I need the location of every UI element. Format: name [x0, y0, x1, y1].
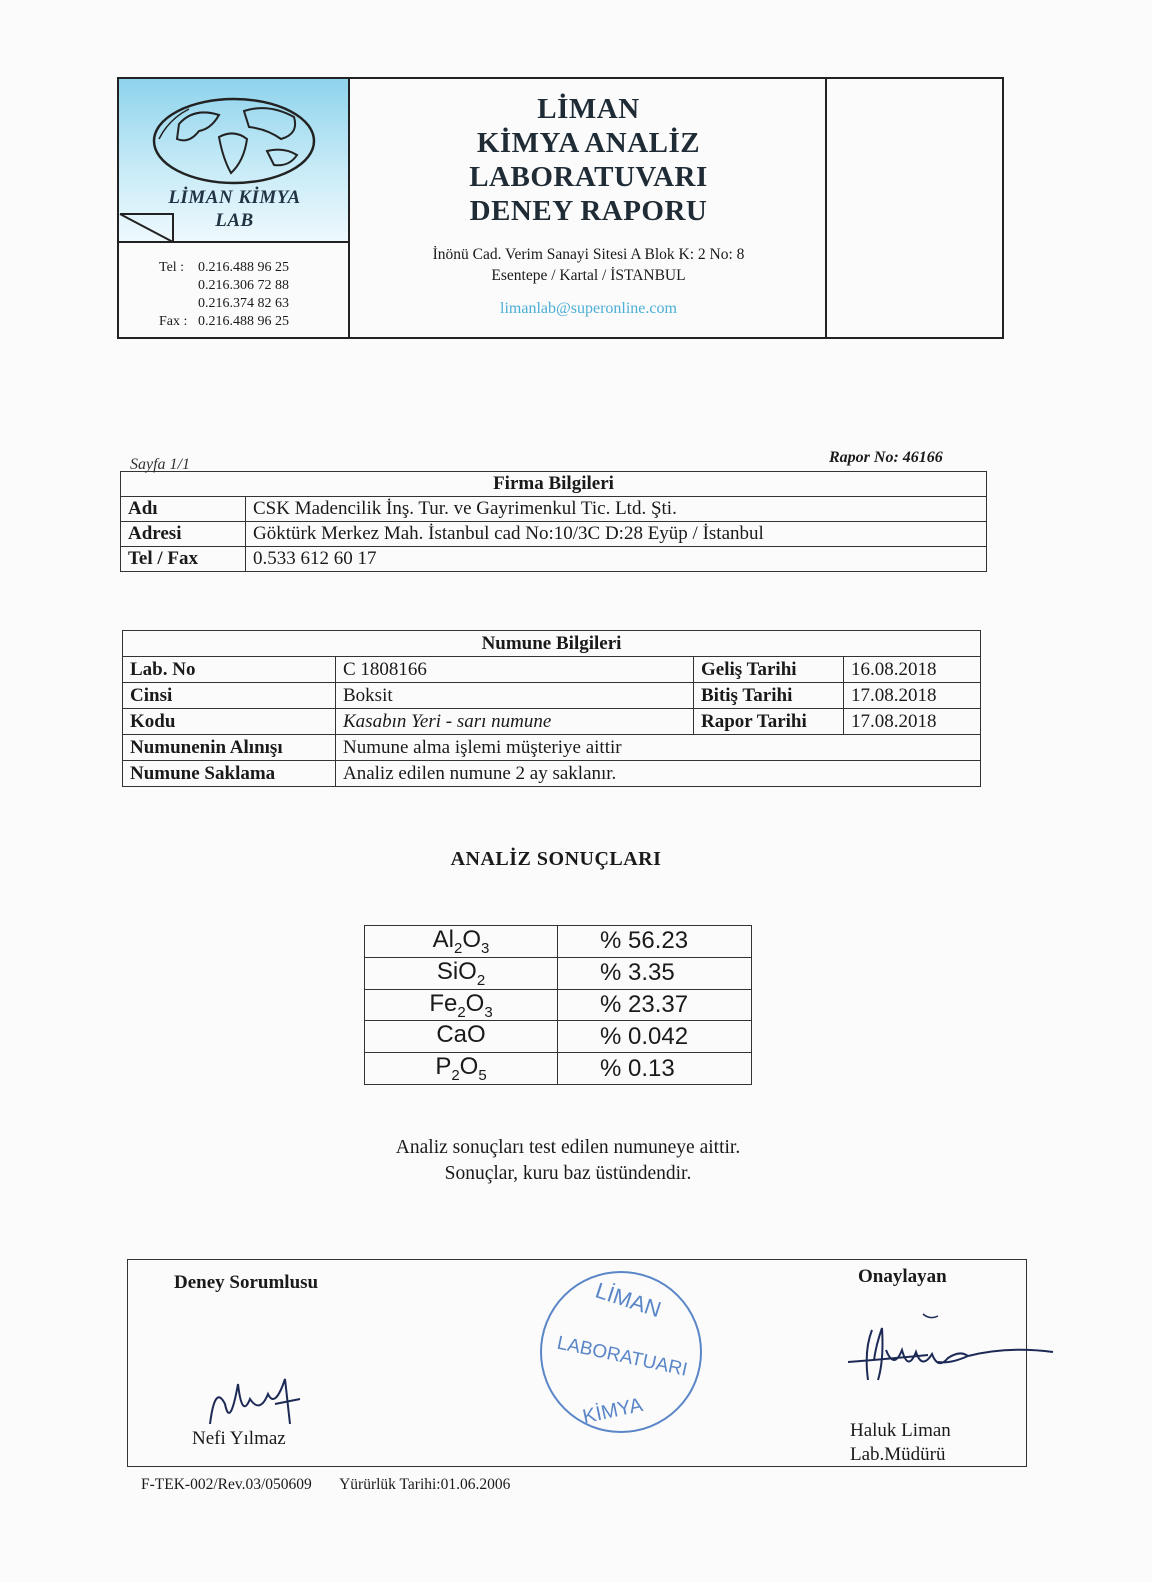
address-line-2: Esentepe / Kartal / İSTANBUL	[491, 267, 686, 284]
company-address-label: Adresi	[121, 522, 246, 547]
table-row	[121, 522, 987, 547]
tel-label: Tel :	[159, 260, 185, 275]
svg-text:LİMAN: LİMAN	[592, 1277, 665, 1323]
company-name-value: CSK Madencilik İnş. Tur. ve Gayrimenkul Tic. Ltd. Şti.	[246, 497, 987, 522]
report-date-label: Rapor Tarihi	[694, 709, 844, 735]
result-value: % 56.23	[558, 926, 752, 958]
table-row	[121, 547, 987, 572]
compound-cell: CaO	[365, 1021, 558, 1053]
storage-value: Analiz edilen numune 2 ay saklanır.	[336, 761, 981, 787]
end-date-value: 17.08.2018	[844, 683, 981, 709]
fax-number: 0.216.488 96 25	[198, 314, 289, 329]
company-phone-label: Tel / Fax	[121, 547, 246, 572]
sample-type-value: Boksit	[336, 683, 694, 709]
compound-cell: SiO$_2$	[365, 957, 558, 989]
sample-code-value: Kasabın Yeri - sarı numune	[336, 709, 694, 735]
compound-cell: $Fe_2O_3$	[365, 989, 558, 1021]
title-line-2: KİMYA ANALİZ	[476, 127, 701, 159]
analysis-results-table	[364, 925, 752, 1085]
title-line-1: LİMAN	[537, 93, 640, 125]
contact-phones	[119, 243, 350, 339]
report-header	[117, 77, 1004, 339]
tel-number-1: 0.216.488 96 25	[198, 260, 289, 275]
email-link[interactable]: limanlab@superonline.com	[500, 300, 677, 317]
table-row	[121, 497, 987, 522]
approver-title: Onaylayan	[858, 1266, 947, 1287]
arrival-date-value: 16.08.2018	[844, 657, 981, 683]
storage-label: Numune Saklama	[123, 761, 336, 787]
tester-title: Deney Sorumlusu	[174, 1272, 319, 1293]
report-date-value: 17.08.2018	[844, 709, 981, 735]
compound-cell: $Al_2O_3$	[365, 926, 558, 958]
svg-text:KİMYA: KİMYA	[580, 1394, 645, 1429]
svg-text:LABORATUARI: LABORATUARI	[555, 1332, 690, 1381]
lab-no-value: C 1808166	[336, 657, 694, 683]
company-phone-value: 0.533 612 60 17	[246, 547, 987, 572]
company-address-value: Göktürk Merkez Mah. İstanbul cad No:10/3C D:28 Eyüp / İstanbul	[246, 522, 987, 547]
title-line-4: DENEY RAPORU	[469, 195, 708, 227]
logo-corner-mark	[119, 213, 175, 243]
analysis-note-2: Sonuçlar, kuru baz üstündendir.	[444, 1163, 692, 1184]
logo-subname: LAB	[215, 210, 254, 231]
tester-name: Nefi Yılmaz	[192, 1428, 286, 1449]
company-info-table	[120, 471, 987, 572]
lab-no-label: Lab. No	[123, 657, 336, 683]
approver-role: Lab.Müdürü	[850, 1444, 946, 1465]
table-row	[123, 683, 981, 709]
table-row	[365, 1021, 752, 1053]
table-row	[123, 657, 981, 683]
logo-name: LİMAN KİMYA	[168, 187, 301, 208]
lab-stamp	[536, 1267, 706, 1437]
table-row	[365, 989, 752, 1021]
sample-info-title: Numune Bilgileri	[123, 631, 981, 657]
tel-number-3: 0.216.374 82 63	[198, 296, 289, 311]
sample-type-label: Cinsi	[123, 683, 336, 709]
title-line-3: LABORATUVARI	[469, 161, 708, 193]
sampling-value: Numune alma işlemi müşteriye aittir	[336, 735, 981, 761]
sample-info-table	[122, 630, 981, 787]
table-row	[123, 709, 981, 735]
company-info-title: Firma Bilgileri	[121, 472, 987, 497]
analysis-note-1: Analiz sonuçları test edilen numuneye aittir.	[395, 1137, 741, 1158]
table-row	[365, 1053, 752, 1085]
table-row	[365, 926, 752, 958]
result-value: % 0.042	[558, 1021, 752, 1053]
result-value: % 0.13	[558, 1053, 752, 1085]
end-date-label: Bitiş Tarihi	[694, 683, 844, 709]
sample-code-label: Kodu	[123, 709, 336, 735]
tel-number-2: 0.216.306 72 88	[198, 278, 289, 293]
table-row	[365, 957, 752, 989]
table-row	[123, 761, 981, 787]
approver-signature	[838, 1310, 1058, 1400]
result-value: % 3.35	[558, 957, 752, 989]
globe-icon	[149, 89, 319, 189]
signature-box	[127, 1259, 1027, 1467]
validity-date: Yürürlük Tarihi:01.06.2006	[339, 1476, 511, 1493]
footer	[141, 1476, 534, 1494]
tester-signature	[190, 1364, 310, 1434]
approver-name-block	[850, 1419, 951, 1467]
compound-cell: $P_2O_5$	[365, 1053, 558, 1085]
fax-label: Fax :	[159, 314, 188, 329]
arrival-date-label: Geliş Tarihi	[694, 657, 844, 683]
form-code: F-TEK-002/Rev.03/050609	[141, 1476, 312, 1493]
page-number: Sayfa 1/1	[130, 456, 190, 473]
address-line-1: İnönü Cad. Verim Sanayi Sitesi A Blok K: 2 No: 8	[432, 246, 745, 263]
company-name-label: Adı	[121, 497, 246, 522]
analysis-title: ANALİZ SONUÇLARI	[450, 848, 662, 870]
approver-name: Haluk Liman	[850, 1420, 951, 1441]
table-row	[123, 735, 981, 761]
lab-logo	[119, 79, 350, 243]
result-value: % 23.37	[558, 989, 752, 1021]
sampling-label: Numunenin Alınışı	[123, 735, 336, 761]
report-number: Rapor No: 46166	[829, 449, 943, 466]
report-title-block	[350, 79, 827, 337]
